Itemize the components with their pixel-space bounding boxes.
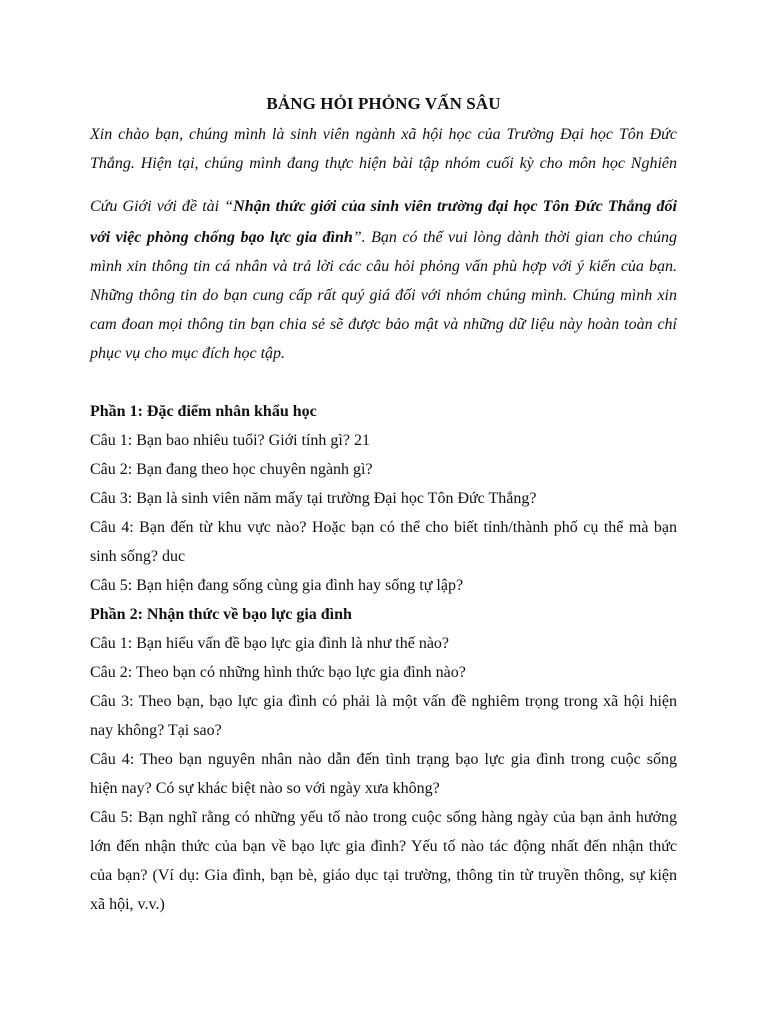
research-topic-text: với việc phòng chống bạo lực gia đình — [90, 229, 353, 246]
part2-question-2: Câu 2: Theo bạn có những hình thức bạo lực gia đình nào? — [90, 664, 466, 681]
part1-question-3: Câu 3: Bạn là sinh viên năm mấy tại trường Đại học Tôn Đức Thắng? — [90, 490, 537, 507]
document-page — [90, 0, 677, 1024]
part2-question-3-line-1: Câu 3: Theo bạn, bạo lực gia đình có phải là một vấn đề nghiêm trọng trong xã hội hiện — [90, 693, 677, 710]
part2-heading: Phần 2: Nhận thức về bạo lực gia đình — [90, 606, 352, 623]
part1-question-2: Câu 2: Bạn đang theo học chuyên ngành gì? — [90, 461, 373, 478]
intro-line-4 — [90, 227, 677, 249]
intro-line-6: Những thông tin do bạn cung cấp rất quý giá đối với nhóm chúng mình. Chúng mình xin — [90, 287, 677, 304]
part1-question-4-line-1: Câu 4: Bạn đến từ khu vực nào? Hoặc bạn có thể cho biết tỉnh/thành phố cụ thể mà bạn — [90, 519, 677, 536]
part1-question-4-line-2: sinh sống? duc — [90, 548, 186, 565]
intro-line-3 — [90, 196, 677, 218]
part1-question-1: Câu 1: Bạn bao nhiêu tuổi? Giới tính gì? 21 — [90, 432, 370, 449]
part1-question-5: Câu 5: Bạn hiện đang sống cùng gia đình hay sống tự lập? — [90, 577, 464, 594]
intro-line-5: mình xin thông tin cá nhân và trả lời các câu hỏi phỏng vấn phù hợp với ý kiến của bạn. — [90, 258, 677, 275]
intro-line-2: Thắng. Hiện tại, chúng mình đang thực hiện bài tập nhóm cuối kỳ cho môn học Nghiên — [90, 155, 677, 172]
part2-question-1: Câu 1: Bạn hiểu vấn đề bạo lực gia đình là như thế nào? — [90, 635, 450, 652]
part2-question-5-line-1: Câu 5: Bạn nghĩ rằng có những yếu tố nào trong cuộc sống hàng ngày của bạn ảnh hưởng — [90, 809, 677, 826]
part1-heading: Phần 1: Đặc điểm nhân khẩu học — [90, 403, 317, 420]
research-topic-text: Nhận thức giới của sinh viên trường đại học Tôn Đức Thắng đối — [233, 198, 677, 215]
part2-question-3-line-2: nay không? Tại sao? — [90, 722, 222, 739]
intro-line-8: phục vụ cho mục đích học tập. — [90, 345, 286, 362]
intro-text: ”. Bạn có thể vui lòng dành thời gian cho chúng — [352, 229, 677, 246]
intro-text: Cứu Giới với đề tài “ — [90, 198, 234, 215]
part2-question-4-line-2: hiện nay? Có sự khác biệt nào so với ngày xưa không? — [90, 780, 440, 797]
intro-line-1: Xin chào bạn, chúng mình là sinh viên ngành xã hội học của Trường Đại học Tôn Đức — [90, 126, 677, 143]
intro-line-7: cam đoan mọi thông tin bạn chia sẻ sẽ được bảo mật và những dữ liệu này hoàn toàn chỉ — [90, 316, 677, 333]
document-title: BẢNG HỎI PHỎNG VẤN SÂU — [266, 94, 501, 113]
part2-question-5-line-4: xã hội, v.v.) — [90, 896, 165, 913]
part2-question-5-line-3: của bạn? (Ví dụ: Gia đình, bạn bè, giáo dục tại trường, thông tin từ truyền thông, sự kiện — [90, 867, 677, 884]
part2-question-4-line-1: Câu 4: Theo bạn nguyên nhân nào dẫn đến tình trạng bạo lực gia đình trong cuộc sống — [90, 751, 677, 768]
part2-question-5-line-2: lớn đến nhận thức của bạn về bạo lực gia đình? Yếu tố nào tác động nhất đến nhận thức — [90, 838, 677, 855]
